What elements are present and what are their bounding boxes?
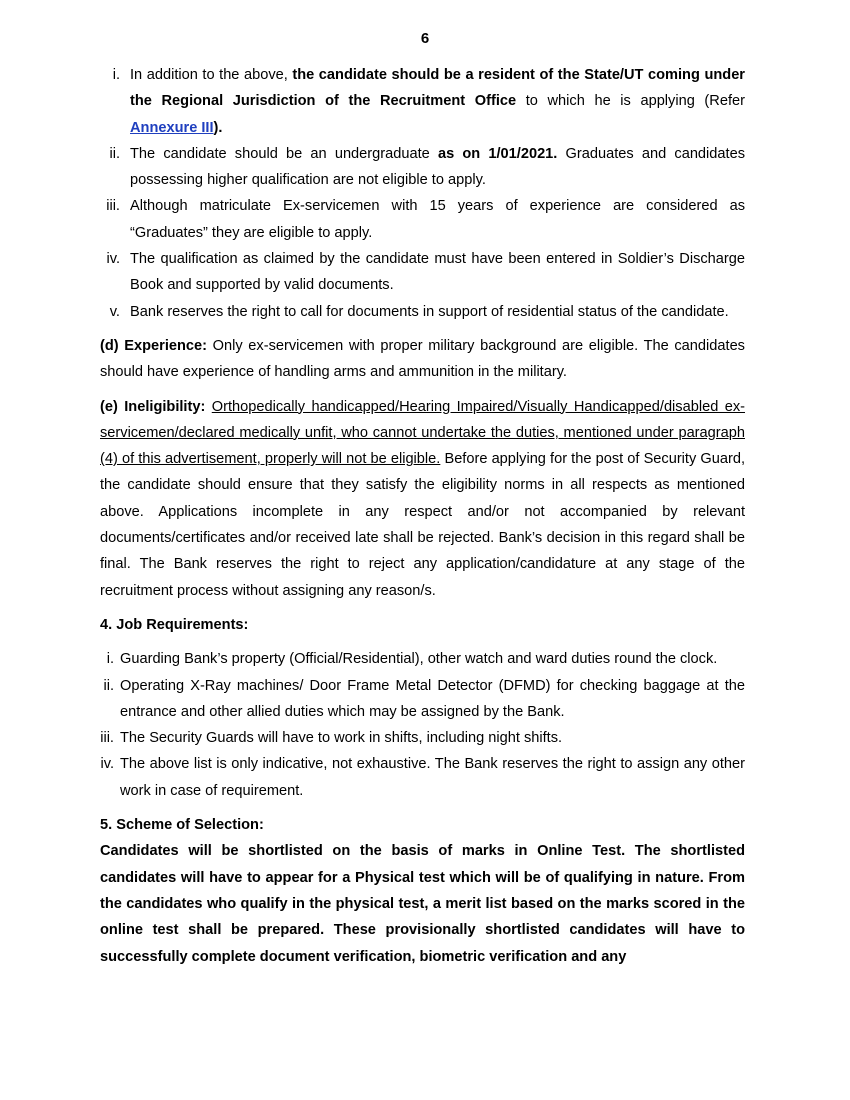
section-heading-scheme-of-selection: 5. Scheme of Selection: <box>100 817 264 834</box>
list-text: ). <box>213 119 223 136</box>
list-text: The qualification as claimed by the candidate must have been entered in Soldier’s Discharge Book and supported by valid documents. <box>130 251 745 294</box>
list-item <box>100 673 745 726</box>
list-item <box>100 299 745 325</box>
ineligibility-underlined-text: Orthopedically handicapped/Hearing Impaired/Visually Handicapped/disabled ex-servicemen/declared medically unfit, who cannot undertake the duties, mentioned under paragraph (4) of this advertisement, properly will not be eligible. <box>100 398 745 468</box>
list-bold-text: as on 1/01/2021. <box>437 145 558 162</box>
list-number: iii. <box>100 730 114 747</box>
list-text: The Security Guards will have to work in shifts, including night shifts. <box>120 730 563 747</box>
list-text: In addition to the above, <box>130 67 293 83</box>
list-number: iv. <box>100 756 114 773</box>
list-number: iii. <box>106 198 120 215</box>
page-number: 6 <box>420 30 430 47</box>
list-number: i. <box>112 67 120 83</box>
list-item <box>100 62 745 141</box>
list-item <box>100 246 745 299</box>
list-text: Although matriculate Ex-servicemen with 15 years of experience are considered as “Graduates” they are eligible to apply. <box>130 198 745 241</box>
list-number: iv. <box>106 251 120 268</box>
document-body <box>100 62 745 970</box>
ineligibility-label: (e) Ineligibility: <box>100 398 206 415</box>
list-text: to which he is applying (Refer <box>516 93 745 110</box>
list-number: v. <box>109 303 120 320</box>
ineligibility-paragraph <box>100 394 745 604</box>
list-bold-text: the candidate should be a resident of the State/UT coming under the Regional Jurisdiction of the Recruitment Office <box>130 67 745 110</box>
list-text: Operating X-Ray machines/ Door Frame Metal Detector (DFMD) for checking baggage at the entrance and other allied duties which may be assigned by the Bank. <box>120 677 745 720</box>
list-text: The candidate should be an undergraduate <box>130 145 438 162</box>
list-item <box>100 141 745 194</box>
list-number: ii. <box>109 145 120 162</box>
list-item <box>100 193 745 246</box>
experience-paragraph <box>100 333 745 386</box>
list-number: ii. <box>103 677 114 694</box>
ineligibility-text: Before applying for the post of Security Guard, the candidate should ensure that they satisfy the eligibility norms in all respects as mentioned above. Applications incomplete in any respect and/or not accompanied by relevant documents/certificates and/or received late shall be rejected. Bank’s decision in this regard shall be final. The Bank reserves the right to reject any application/candidature at any stage of the recruitment process without assigning any reason/s. <box>100 451 746 599</box>
annexure-link[interactable]: Annexure III <box>130 119 214 136</box>
list-text: Guarding Bank’s property (Official/Residential), other watch and ward duties round the clock. <box>120 651 718 668</box>
list-number: i. <box>106 651 114 668</box>
experience-label: (d) Experience: <box>100 337 208 354</box>
list-item <box>100 646 745 672</box>
experience-text: Only ex-servicemen with proper military background are eligible. The candidates should have experience of handling arms and ammunition in the military. <box>100 337 745 381</box>
selection-paragraph: Candidates will be shortlisted on the basis of marks in Online Test. The shortlisted candidates will have to appear for a Physical test which will be of qualifying in nature. From the candidates who qualify in the physical test, a merit list based on the marks scored in the online test shall be prepared. These provisionally shortlisted candidates will have to successfully complete document verification, biometric verification and any <box>100 843 745 965</box>
list-text: Bank reserves the right to call for documents in support of residential status of the candidate. <box>130 303 729 320</box>
list-text: The above list is only indicative, not exhaustive. The Bank reserves the right to assign any other work in case of requirement. <box>120 756 745 799</box>
section-heading-job-requirements: 4. Job Requirements: <box>100 616 249 633</box>
list-item <box>100 751 745 804</box>
list-item <box>100 725 745 751</box>
list-text: Graduates and candidates possessing higher qualification are not eligible to apply. <box>130 145 745 189</box>
